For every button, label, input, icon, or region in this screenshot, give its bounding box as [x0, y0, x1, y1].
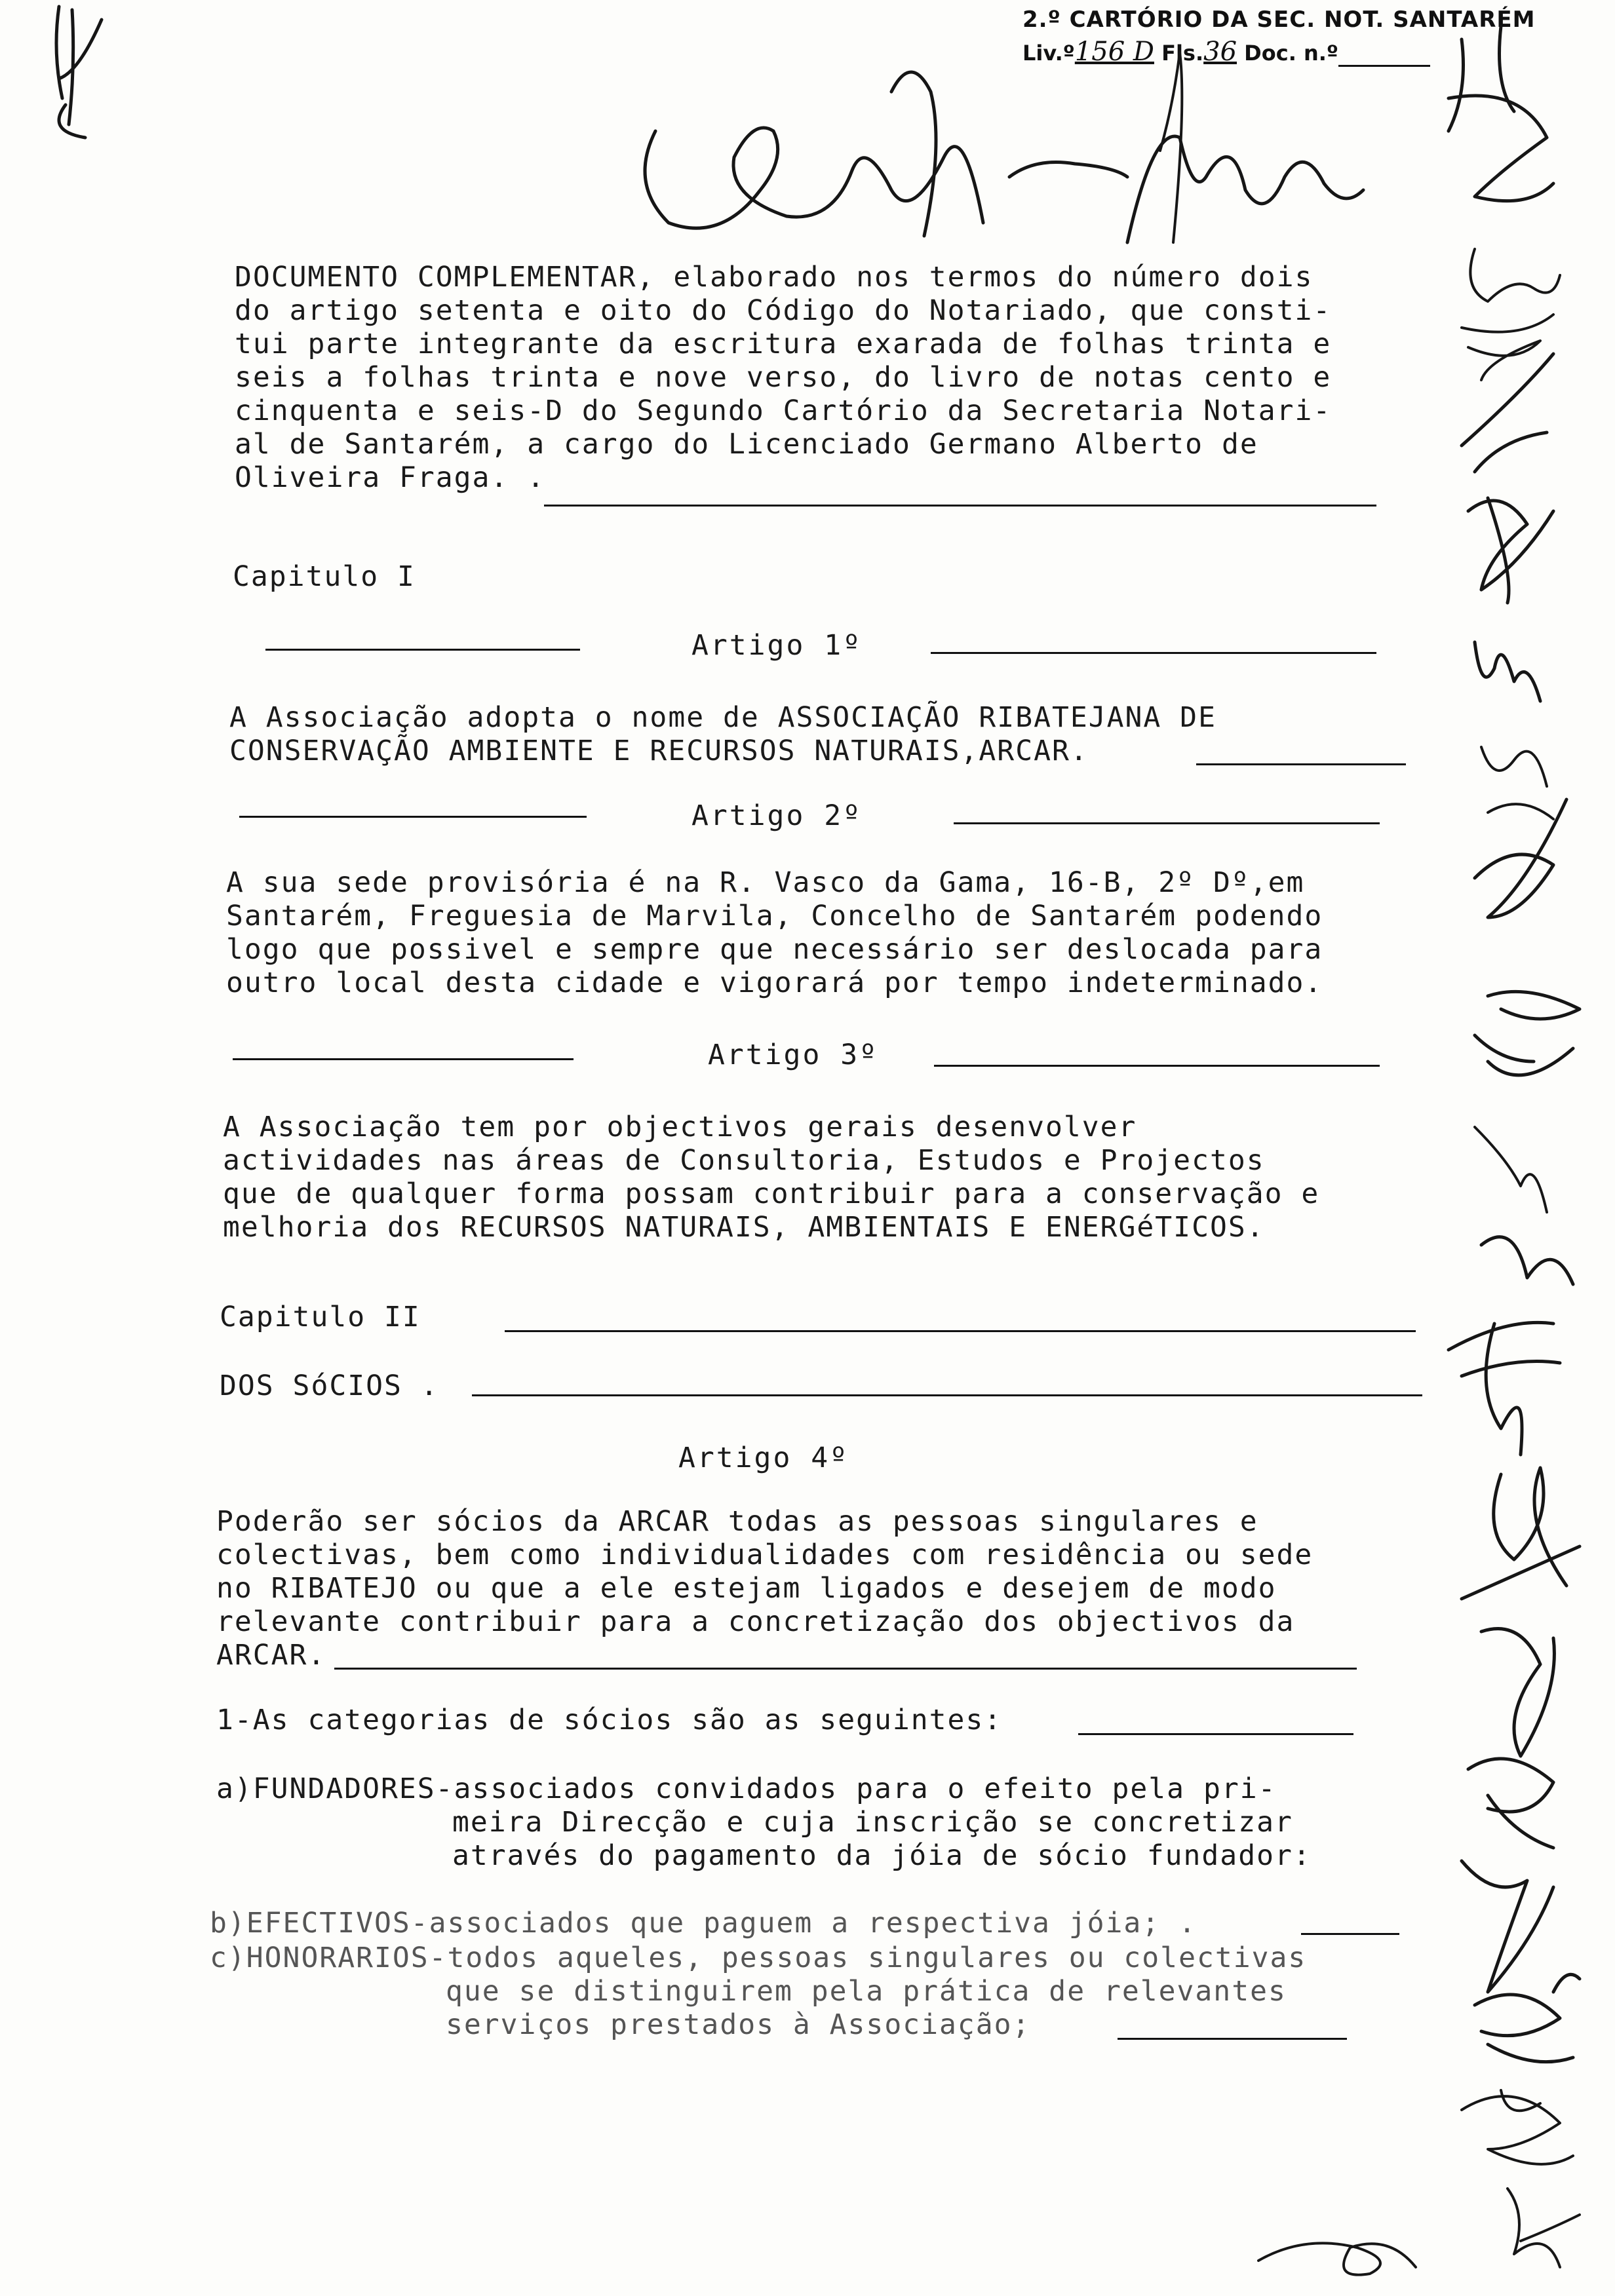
- category-a-line: a)FUNDADORES-associados convidados para o efeito pela pri-: [216, 1772, 1277, 1805]
- stamp-fls-label: Fls.: [1161, 41, 1204, 66]
- art2-heading: Artigo 2º: [691, 799, 862, 832]
- category-c-fill-line: [1118, 2038, 1347, 2040]
- art3-left-rule: [233, 1058, 574, 1060]
- art3-right-rule: [934, 1065, 1380, 1067]
- art2-paragraph: [226, 866, 1452, 1000]
- art4-line: colectivas, bem como individualidades com residência ou sede: [216, 1539, 1313, 1571]
- category-a-line: meira Direcção e cuja inscrição se concretizar: [452, 1806, 1293, 1839]
- stamp-liv-label: Liv.º: [1022, 41, 1075, 66]
- category-b-fill-line: [1301, 1933, 1399, 1935]
- preamble-paragraph: [235, 261, 1460, 495]
- art1-line: CONSERVAÇÃO AMBIENTE E RECURSOS NATURAIS,ARCAR.: [229, 735, 1089, 767]
- art1-line: A Associação adopta o nome de ASSOCIAÇÃO RIBATEJANA DE: [229, 701, 1216, 734]
- preamble-line: al de Santarém, a cargo do Licenciado Germano Alberto de: [235, 428, 1258, 461]
- art2-right-rule: [954, 822, 1380, 824]
- art1-fill-line: [1196, 763, 1406, 765]
- art1-right-rule: [931, 652, 1376, 654]
- art1-heading: Artigo 1º: [691, 629, 862, 662]
- header-signatures: [616, 26, 1468, 275]
- art3-line: melhoria dos RECURSOS NATURAIS, AMBIENTAIS E ENERGéTICOS.: [223, 1211, 1265, 1244]
- category-b-line: b)EFECTIVOS-associados que paguem a respectiva jóia; .: [210, 1907, 1197, 1940]
- art1-left-rule: [265, 649, 580, 651]
- preamble-line: tui parte integrante da escritura exarada de folhas trinta e: [235, 328, 1332, 360]
- art4-line: no RIBATEJO ou que a ele estejam ligados e desejem de modo: [216, 1572, 1277, 1605]
- art4-line: relevante contribuir para a concretização dos objectivos da: [216, 1605, 1295, 1638]
- socios-fill-line: [472, 1394, 1422, 1396]
- category-c-line: c)HONORARIOS-todos aqueles, pessoas singulares ou colectivas: [210, 1942, 1307, 1974]
- art2-line: logo que possivel e sempre que necessário ser deslocada para: [226, 933, 1323, 966]
- categories-intro: 1-As categorias de sócios são as seguintes:: [216, 1704, 1003, 1736]
- preamble-fill-line: [544, 505, 1376, 507]
- art4-heading: Artigo 4º: [678, 1442, 849, 1474]
- preamble-line: cinquenta e seis-D do Segundo Cartório da Secretaria Notari-: [235, 394, 1332, 427]
- art2-line: Santarém, Freguesia de Marvila, Concelho de Santarém podendo: [226, 900, 1323, 932]
- art2-line: A sua sede provisória é na R. Vasco da Gama, 16-B, 2º Dº,em: [226, 866, 1305, 899]
- category-a-line: através do pagamento da jóia de sócio fundador:: [452, 1839, 1312, 1872]
- art4-fill-line: [334, 1668, 1357, 1670]
- chapter-2-title: Capitulo II: [220, 1301, 421, 1333]
- category-c-paragraph: [210, 1942, 1435, 2042]
- art2-line: outro local desta cidade e vigorará por tempo indeterminado.: [226, 966, 1323, 999]
- stamp-office-line: 2.º CARTÓRIO DA SEC. NOT. SANTARÉM: [1022, 7, 1536, 33]
- art2-left-rule: [239, 816, 587, 818]
- art3-line: que de qualquer forma possam contribuir para a conservação e: [223, 1177, 1320, 1210]
- preamble-line: Oliveira Fraga. .: [235, 461, 546, 494]
- art4-paragraph: [216, 1505, 1442, 1672]
- art1-paragraph: [229, 701, 1455, 768]
- categories-fill-line: [1078, 1733, 1353, 1735]
- category-c-line: serviços prestados à Associação;: [446, 2008, 1031, 2041]
- stamp-liv-value: 156 D: [1074, 37, 1154, 67]
- art3-line: A Associação tem por objectivos gerais desenvolver: [223, 1111, 1137, 1143]
- top-left-initial-signature: [39, 0, 157, 144]
- category-c-line: que se distinguirem pela prática de relevantes: [446, 1975, 1287, 2008]
- preamble-line: seis a folhas trinta e nove verso, do livro de notas cento e: [235, 361, 1332, 394]
- chapter-1-title: Capitulo I: [233, 560, 416, 593]
- bottom-signature: [1245, 2208, 1455, 2287]
- preamble-line: DOCUMENTO COMPLEMENTAR, elaborado nos termos do número dois: [235, 261, 1313, 294]
- stamp-doc-label: Doc. n.º: [1244, 41, 1338, 66]
- art3-line: actividades nas áreas de Consultoria, Estudos e Projectos: [223, 1144, 1265, 1177]
- socios-section-title: DOS SóCIOS .: [220, 1369, 439, 1402]
- chapter2-fill-line: [505, 1330, 1416, 1332]
- art4-line: Poderão ser sócios da ARCAR todas as pessoas singulares e: [216, 1505, 1258, 1538]
- category-a-paragraph: [216, 1772, 1442, 1873]
- preamble-line: do artigo setenta e oito do Código do Notariado, que consti-: [235, 294, 1332, 327]
- art3-paragraph: [223, 1111, 1449, 1244]
- stamp-fls-value: 36: [1203, 37, 1237, 67]
- art3-heading: Artigo 3º: [708, 1039, 878, 1071]
- art4-line: ARCAR.: [216, 1639, 326, 1672]
